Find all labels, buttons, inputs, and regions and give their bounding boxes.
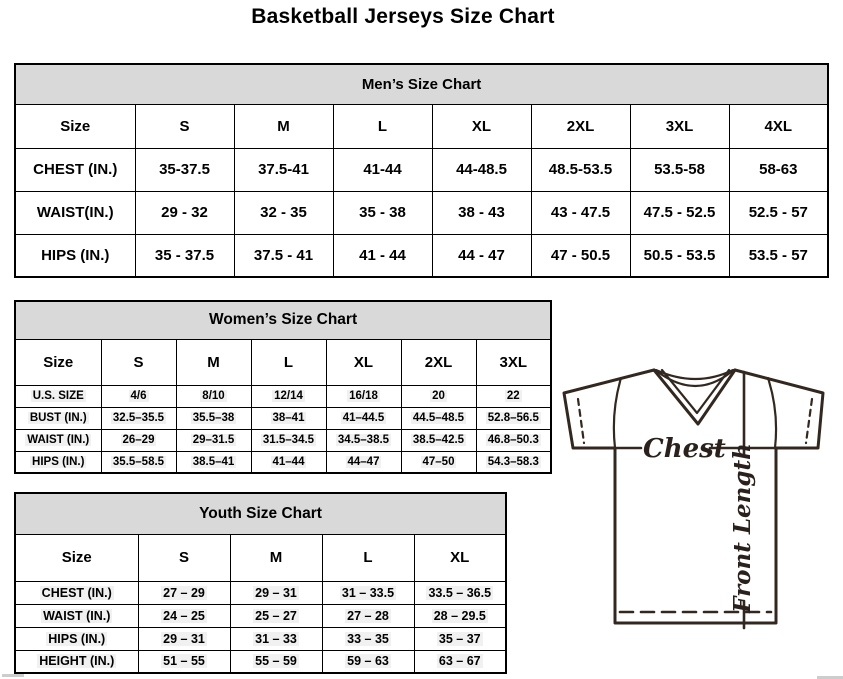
- value-text: 31.5–34.5: [262, 434, 315, 446]
- value-cell: [326, 451, 401, 473]
- value-text: 16/18: [349, 390, 378, 402]
- jersey-measurement-diagram: [557, 360, 843, 660]
- value-cell: [138, 604, 230, 627]
- value-cell: [176, 407, 251, 429]
- row-label: WAIST(IN.): [15, 191, 135, 234]
- header-cell: S: [135, 104, 234, 148]
- value-cell: 50.5 - 53.5: [630, 234, 729, 277]
- value-cell: [414, 650, 506, 673]
- value-cell: 44 - 47: [432, 234, 531, 277]
- row-label: [15, 627, 138, 650]
- header-cell: L: [322, 534, 414, 581]
- value-text: 33 – 35: [347, 631, 389, 646]
- header-cell: 3XL: [476, 339, 551, 385]
- value-text: 59 – 63: [347, 654, 389, 669]
- value-cell: [326, 429, 401, 451]
- value-cell: [476, 429, 551, 451]
- value-text: 28 – 29.5: [433, 608, 486, 623]
- value-cell: 48.5-53.5: [531, 148, 630, 191]
- value-cell: [326, 385, 401, 407]
- value-cell: 35 - 37.5: [135, 234, 234, 277]
- value-cell: 35 - 38: [333, 191, 432, 234]
- value-text: 31 – 33: [255, 631, 297, 646]
- value-cell: [176, 451, 251, 473]
- table-row: [15, 581, 506, 604]
- value-cell: 37.5 - 41: [234, 234, 333, 277]
- row-label: [15, 581, 138, 604]
- value-text: 38.5–42.5: [412, 434, 465, 446]
- row-label: [15, 604, 138, 627]
- header-cell: 2XL: [531, 104, 630, 148]
- value-text: 29 – 31: [255, 585, 297, 600]
- header-cell: S: [101, 339, 176, 385]
- value-cell: 35-37.5: [135, 148, 234, 191]
- row-label-text: CHEST (IN.): [41, 585, 112, 600]
- row-label-text: HIPS (IN.): [48, 631, 106, 646]
- row-label: HIPS (IN.): [15, 234, 135, 277]
- youth-size-table: [14, 492, 507, 674]
- value-cell: [414, 581, 506, 604]
- value-text: 55 – 59: [255, 654, 297, 669]
- value-cell: [401, 451, 476, 473]
- row-label-text: BUST (IN.): [29, 412, 87, 424]
- value-cell: [322, 604, 414, 627]
- value-cell: [414, 604, 506, 627]
- value-text: 33.5 – 36.5: [428, 585, 492, 600]
- value-text: 34.5–38.5: [337, 434, 390, 446]
- row-label: [15, 407, 101, 429]
- table-row: [15, 451, 551, 473]
- value-cell: 52.5 - 57: [729, 191, 828, 234]
- value-cell: [251, 451, 326, 473]
- value-cell: [101, 385, 176, 407]
- value-text: 51 – 55: [163, 654, 205, 669]
- value-cell: [322, 650, 414, 673]
- header-cell: M: [176, 339, 251, 385]
- table-row: [15, 339, 551, 385]
- row-label-text: HIPS (IN.): [32, 455, 85, 468]
- jersey-armhole-seam-right: [768, 378, 776, 448]
- header-cell: XL: [326, 339, 401, 385]
- jersey-diagram-svg: [557, 360, 843, 660]
- header-cell: 4XL: [729, 104, 828, 148]
- header-cell: L: [333, 104, 432, 148]
- value-text: 25 – 27: [255, 608, 297, 623]
- table-row: [15, 148, 828, 191]
- header-cell: Size: [15, 104, 135, 148]
- header-cell: 2XL: [401, 339, 476, 385]
- value-text: 29 – 31: [163, 631, 205, 646]
- jersey-sleeve-stitch-left: [578, 399, 584, 443]
- value-cell: [251, 407, 326, 429]
- value-text: 20: [432, 390, 445, 402]
- womens-table-title: Women’s Size Chart: [15, 301, 551, 339]
- value-cell: [251, 385, 326, 407]
- header-cell: M: [230, 534, 322, 581]
- header-cell: XL: [414, 534, 506, 581]
- value-cell: [176, 385, 251, 407]
- value-cell: 47.5 - 52.5: [630, 191, 729, 234]
- table-row: [15, 650, 506, 673]
- value-cell: [322, 627, 414, 650]
- value-cell: 53.5 - 57: [729, 234, 828, 277]
- value-text: 31 – 33.5: [341, 585, 395, 600]
- value-text: 63 – 67: [438, 654, 481, 669]
- row-label: [15, 385, 101, 407]
- value-cell: [230, 581, 322, 604]
- row-label-text: U.S. SIZE: [32, 390, 84, 402]
- value-text: 35.5–38: [192, 412, 235, 424]
- row-label-text: WAIST (IN.): [27, 434, 90, 446]
- table-row: [15, 407, 551, 429]
- value-text: 46.8–50.3: [487, 434, 539, 446]
- value-cell: [230, 627, 322, 650]
- header-cell: M: [234, 104, 333, 148]
- value-cell: [138, 581, 230, 604]
- row-label: [15, 650, 138, 673]
- table-row: [15, 493, 506, 534]
- value-text: 8/10: [202, 390, 225, 402]
- table-row: [15, 385, 551, 407]
- value-cell: 29 - 32: [135, 191, 234, 234]
- value-cell: 47 - 50.5: [531, 234, 630, 277]
- value-cell: 58-63: [729, 148, 828, 191]
- value-text: 4/6: [130, 390, 147, 402]
- value-text: 44–47: [347, 455, 380, 468]
- row-label: CHEST (IN.): [15, 148, 135, 191]
- value-cell: 38 - 43: [432, 191, 531, 234]
- mens-table-title: Men’s Size Chart: [15, 64, 828, 104]
- horizontal-scrollbar-fragment-left[interactable]: [2, 674, 24, 677]
- front-length-label: Front Length: [729, 443, 756, 613]
- mens-size-table: [14, 63, 829, 278]
- header-cell: Size: [15, 534, 138, 581]
- row-label: [15, 451, 101, 473]
- value-cell: [101, 407, 176, 429]
- value-text: 22: [506, 390, 520, 402]
- row-label: [15, 429, 101, 451]
- value-text: 54.3–58.3: [487, 455, 539, 468]
- page-title: Basketball Jerseys Size Chart: [251, 5, 555, 28]
- value-text: 12/14: [274, 390, 303, 402]
- table-row: [15, 104, 828, 148]
- value-text: 44.5–48.5: [412, 412, 465, 424]
- value-cell: 43 - 47.5: [531, 191, 630, 234]
- value-text: 32.5–35.5: [112, 412, 165, 424]
- header-cell: XL: [432, 104, 531, 148]
- value-cell: [476, 451, 551, 473]
- table-row: [15, 191, 828, 234]
- value-cell: 44-48.5: [432, 148, 531, 191]
- table-row: [15, 64, 828, 104]
- table-row: [15, 429, 551, 451]
- value-text: 26–29: [122, 434, 155, 446]
- value-cell: [326, 407, 401, 429]
- value-cell: [101, 451, 176, 473]
- jersey-sleeve-stitch-right: [806, 399, 812, 443]
- value-cell: [476, 385, 551, 407]
- youth-table-title: Youth Size Chart: [15, 493, 506, 534]
- value-cell: [176, 429, 251, 451]
- value-text: 38.5–41: [192, 455, 235, 468]
- value-text: 27 – 29: [163, 585, 205, 600]
- row-label-text: HEIGHT (IN.): [39, 654, 115, 669]
- header-cell: S: [138, 534, 230, 581]
- header-cell: Size: [15, 339, 101, 385]
- value-cell: 53.5-58: [630, 148, 729, 191]
- value-cell: [414, 627, 506, 650]
- value-cell: [401, 407, 476, 429]
- table-row: [15, 627, 506, 650]
- header-cell: L: [251, 339, 326, 385]
- value-cell: [401, 429, 476, 451]
- value-text: 35 – 37: [438, 631, 481, 646]
- value-cell: [101, 429, 176, 451]
- header-cell: 3XL: [630, 104, 729, 148]
- value-text: 52.8–56.5: [487, 412, 539, 424]
- value-text: 29–31.5: [192, 434, 235, 446]
- value-text: 41–44.5: [342, 412, 385, 424]
- row-label-text: WAIST (IN.): [43, 608, 111, 623]
- value-cell: [322, 581, 414, 604]
- value-cell: [230, 650, 322, 673]
- value-cell: [138, 627, 230, 650]
- value-text: 47–50: [422, 455, 455, 468]
- value-cell: 32 - 35: [234, 191, 333, 234]
- value-text: 27 – 28: [347, 608, 389, 623]
- value-text: 38–41: [272, 412, 305, 424]
- chest-label: Chest: [643, 434, 726, 464]
- value-cell: [230, 604, 322, 627]
- table-row: [15, 301, 551, 339]
- value-cell: [401, 385, 476, 407]
- table-row: [15, 534, 506, 581]
- jersey-armhole-seam-left: [614, 378, 621, 448]
- value-cell: 37.5-41: [234, 148, 333, 191]
- table-row: [15, 604, 506, 627]
- value-text: 41–44: [272, 455, 305, 468]
- value-cell: [251, 429, 326, 451]
- value-cell: [476, 407, 551, 429]
- value-text: 35.5–58.5: [112, 455, 165, 468]
- value-cell: 41-44: [333, 148, 432, 191]
- table-row: [15, 234, 828, 277]
- value-cell: 41 - 44: [333, 234, 432, 277]
- womens-size-table: [14, 300, 552, 474]
- value-cell: [138, 650, 230, 673]
- value-text: 24 – 25: [163, 608, 205, 623]
